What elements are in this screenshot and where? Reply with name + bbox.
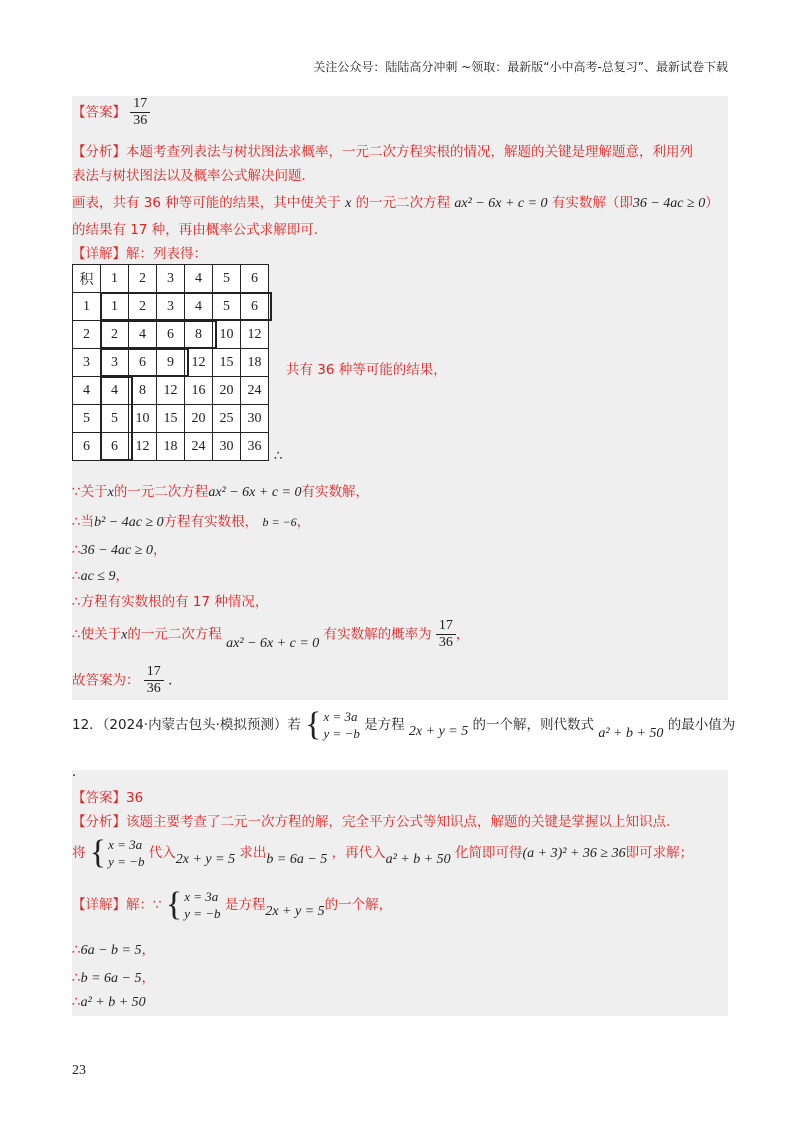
highlight-box-row2	[100, 320, 217, 349]
table-cell: 18	[241, 349, 269, 377]
table-cell: 15	[157, 405, 185, 433]
equation-system: { x = 3a y = −b	[305, 706, 360, 743]
table-cell: 8	[185, 321, 213, 349]
table-cell: 12	[157, 377, 185, 405]
table-header-cell: 4	[185, 265, 213, 293]
table-cell: 1	[73, 293, 101, 321]
table-cell: 20	[185, 405, 213, 433]
table-cell: 3	[73, 349, 101, 377]
q12-question-dot: ．	[72, 764, 86, 780]
q11-step-2: ∴当b² − 4ac ≥ 0方程有实数根， b = −6，	[72, 514, 311, 530]
table-cell: 3	[101, 349, 129, 377]
q11-detail-label: 【详解】解：列表得：	[72, 246, 207, 262]
q11-step-1: ∵关于x的一元二次方程ax² − 6x + c = 0有实数解，	[72, 484, 369, 500]
table-header-row	[73, 265, 269, 293]
table-cell: 4	[101, 377, 129, 405]
q11-step-4: ∴ac ≤ 9，	[72, 568, 129, 584]
q12-step-3: ∴a² + b + 50	[72, 994, 146, 1010]
answer-fraction: $\frac{17}{36}$	[130, 96, 150, 129]
table-cell: 5	[101, 405, 129, 433]
table-cell: 3	[157, 293, 185, 321]
q11-analysis-line-4: 的结果有 17 种，再由概率公式求解即可．	[72, 222, 328, 238]
q12-analysis-line-1: 【分析】该题主要考查了二元一次方程的解，完全平方公式等知识点，解题的关键是掌握以上知识点．	[72, 814, 680, 830]
table-cell: 30	[213, 433, 241, 461]
q11-step-6: ∴使关于x的一元二次方程 ax² − 6x + c = 0 有实数解的概率为 $\frac{17}{36}$ ，	[72, 618, 470, 651]
table-cell: 6	[241, 293, 269, 321]
final-fraction: $\frac{17}{36}$	[144, 664, 164, 697]
table-cell: 10	[213, 321, 241, 349]
table-cell: 9	[157, 349, 185, 377]
page-number: 23	[72, 1063, 86, 1078]
q12-analysis-line-2: 将 { x = 3a y = −b 代入2x + y = 5 求出b = 6a − 5 ，再代入a² + b + 50 化简即可得(a + 3)² + 36 ≥ 36即可求解；	[72, 834, 694, 871]
table-cell: 15	[213, 349, 241, 377]
table-cell: 18	[157, 433, 185, 461]
therefore-after-table: ∴	[274, 448, 283, 464]
table-cell: 12	[241, 321, 269, 349]
table-cell: 25	[213, 405, 241, 433]
page-header: 关注公众号：陆陆高分冲刺 ~领取：最新版“小中高考-总复习”、最新试卷下载	[313, 60, 728, 74]
table-cell: 4	[73, 377, 101, 405]
q11-analysis-line-3: 画表，共有 36 种等可能的结果，其中使关于 x 的一元二次方程 ax² − 6x + c = 0 有实数解（即36 − 4ac ≥ 0）	[72, 195, 719, 211]
highlight-box-row1	[100, 292, 272, 321]
table-header-cell: 2	[129, 265, 157, 293]
q11-step-3: ∴36 − 4ac ≥ 0，	[72, 542, 167, 558]
table-cell: 16	[185, 377, 213, 405]
q11-analysis-line-1: 【分析】本题考查列表法与树状图法求概率，一元二次方程实根的情况，解题的关键是理解题意，利用列	[72, 144, 693, 160]
table-cell: 4	[129, 321, 157, 349]
highlight-box-row3	[100, 348, 189, 377]
table-header-cell: 积	[73, 265, 101, 293]
table-header-cell: 1	[101, 265, 129, 293]
table-cell: 5	[73, 405, 101, 433]
table-cell: 24	[241, 377, 269, 405]
table-cell: 12	[185, 349, 213, 377]
table-cell: 20	[213, 377, 241, 405]
table-cell: 6	[101, 433, 129, 461]
table-cell: 2	[101, 321, 129, 349]
table-cell: 8	[129, 377, 157, 405]
q11-step-5: ∴方程有实数根的有 17 种情况，	[72, 594, 269, 610]
table-cell: 12	[129, 433, 157, 461]
table-note: 共有 36 种等可能的结果，	[286, 362, 447, 378]
probability-fraction: $\frac{17}{36}$	[436, 618, 456, 651]
equation-system: { x = 3a y = −b	[89, 834, 145, 871]
q12-question: 12．（2024·内蒙古包头·模拟预测）若 { x = 3a y = −b 是方程 2x + y = 5 的一个解，则代数式 a² + b + 50 的最小值为	[72, 706, 736, 743]
table-cell: 5	[213, 293, 241, 321]
q11-analysis-line-2: 表法与树状图法以及概率公式解决问题．	[72, 168, 315, 184]
highlight-box-col1	[100, 376, 133, 461]
q11-answer: 【答案】 $\frac{17}{36}$	[72, 96, 150, 129]
table-cell: 2	[129, 293, 157, 321]
q11-final-answer: 故答案为： $\frac{17}{36}$ ．	[72, 664, 182, 696]
table-header-cell: 6	[241, 265, 269, 293]
table-cell: 36	[241, 433, 269, 461]
table-cell: 6	[157, 321, 185, 349]
table-cell: 24	[185, 433, 213, 461]
equation-system: { x = 3a y = −b	[165, 886, 221, 923]
table-header-cell: 5	[213, 265, 241, 293]
table-cell: 1	[101, 293, 129, 321]
table-cell: 2	[73, 321, 101, 349]
table-cell: 4	[185, 293, 213, 321]
table-cell: 6	[129, 349, 157, 377]
table-header-cell: 3	[157, 265, 185, 293]
q12-answer: 【答案】36	[72, 790, 144, 806]
table-cell: 6	[73, 433, 101, 461]
table-cell: 10	[129, 405, 157, 433]
q12-step-1: ∴6a − b = 5，	[72, 942, 155, 958]
q12-step-2: ∴b = 6a − 5，	[72, 970, 155, 986]
q12-detail: 【详解】解：∵ { x = 3a y = −b 是方程2x + y = 5的一个解，	[72, 886, 393, 923]
table-cell: 30	[241, 405, 269, 433]
